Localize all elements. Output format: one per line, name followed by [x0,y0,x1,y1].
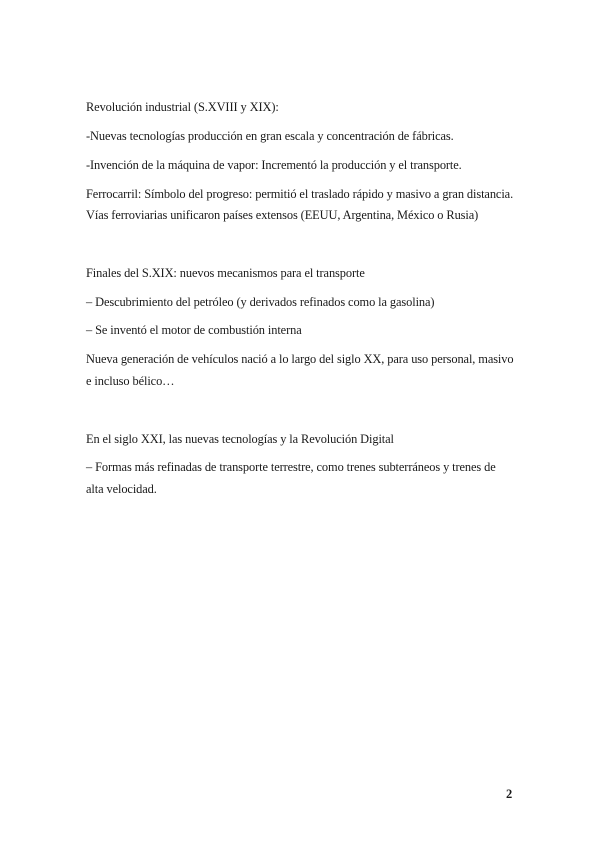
paragraph-line: – Formas más refinadas de transporte terrestre, como trenes subterráneos y trenes de [86,460,496,474]
paragraph-line: Nueva generación de vehículos nació a lo largo del siglo XX, para uso personal, masivo [86,352,514,366]
page-number: 2 [506,787,513,801]
paragraph-line: -Nuevas tecnologías producción en gran escala y concentración de fábricas. [86,129,454,143]
paragraph-line: Vías ferroviarias unificaron países extensos (EEUU, Argentina, México o Rusia) [86,208,479,222]
paragraph-line: -Invención de la máquina de vapor: Incrementó la producción y el transporte. [86,158,462,172]
section-heading-21st-century: En el siglo XXI, las nuevas tecnologías y la Revolución Digital [86,432,394,446]
section-heading-industrial-revolution: Revolución industrial (S.XVIII y XIX): [86,100,279,114]
paragraph-line: alta velocidad. [86,482,157,496]
paragraph-line: Ferrocarril: Símbolo del progreso: permitió el traslado rápido y masivo a gran distancia. [86,187,514,201]
section-heading-late-19th-century: Finales del S.XIX: nuevos mecanismos para el transporte [86,266,365,280]
paragraph-line: – Descubrimiento del petróleo (y derivados refinados como la gasolina) [86,295,435,309]
paragraph-line: e incluso bélico… [86,374,175,388]
paragraph-line: – Se inventó el motor de combustión interna [86,323,302,337]
